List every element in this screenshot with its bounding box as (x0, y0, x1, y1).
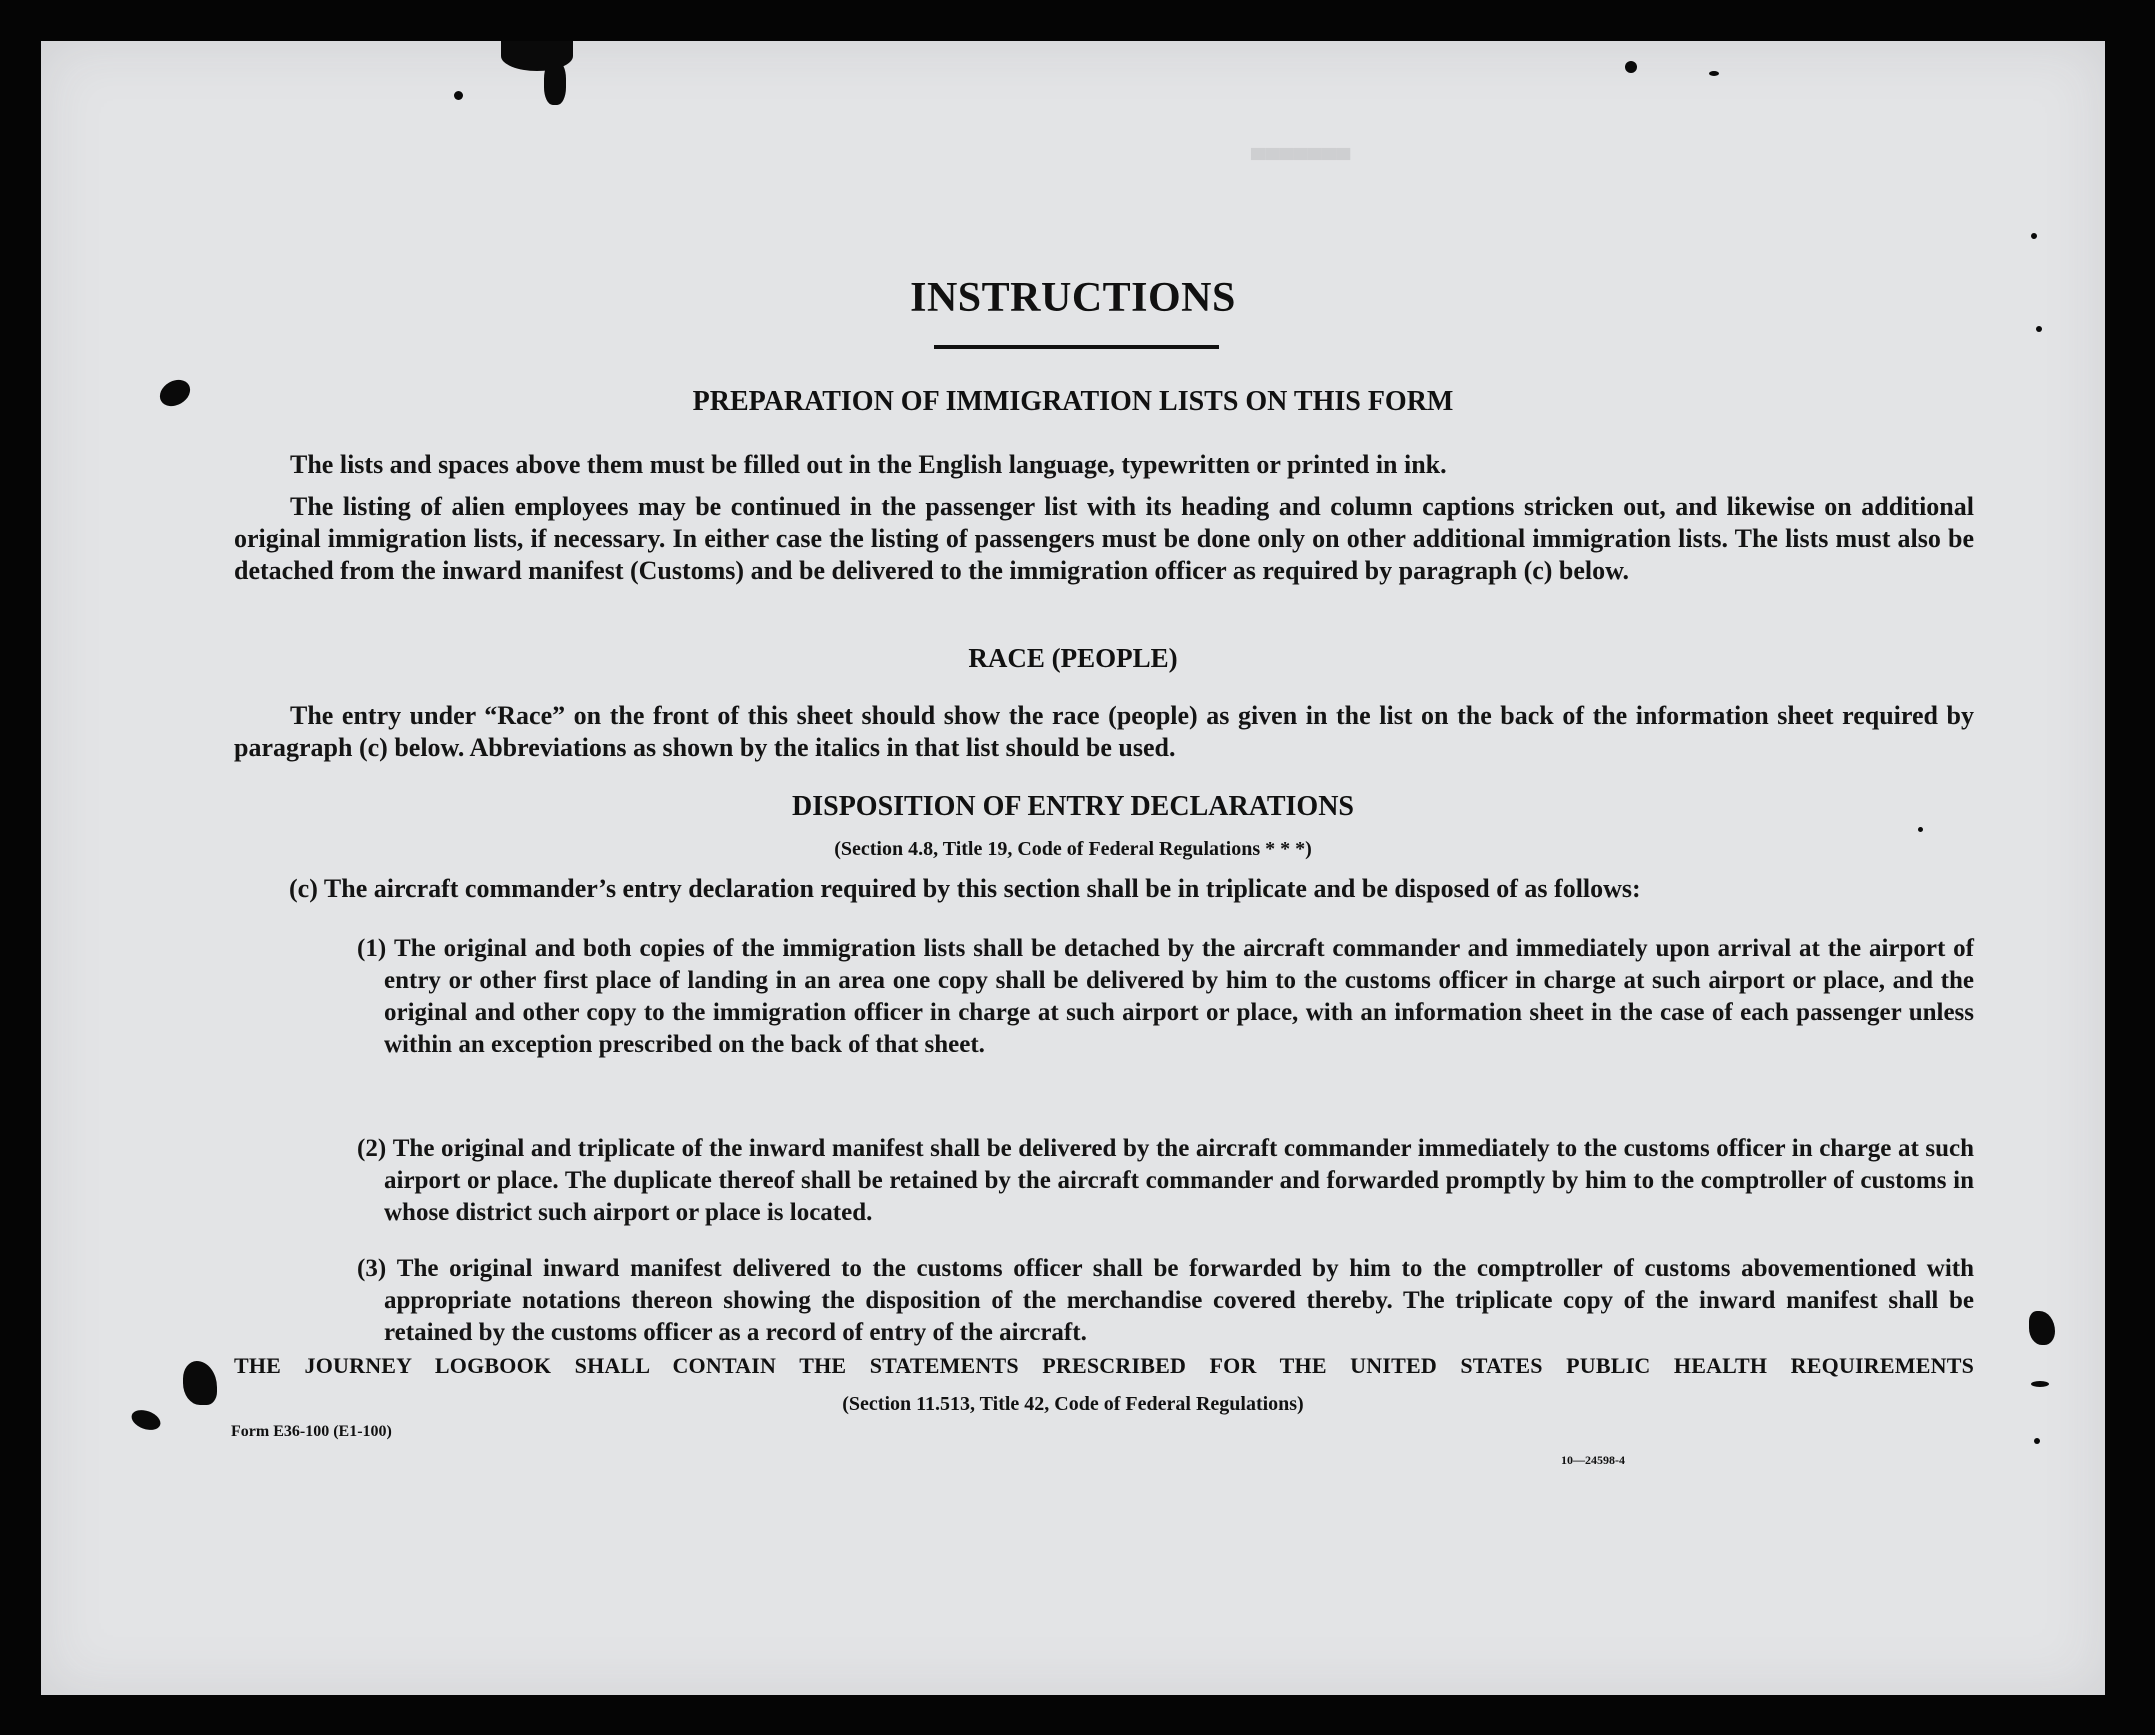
item-text: The original inward manifest delivered to the customs officer shall be forwarded by him to the comptroller of customs abovementioned with appropriate notations thereon showing the disposition of the merchandise covered thereby. The triplicate copy of the inward manifest shall be retained by the customs officer as a record of entry of the aircraft. (384, 1255, 1974, 1346)
race-heading: RACE (PEOPLE) (968, 643, 1178, 673)
item-number: (1) (357, 935, 387, 962)
ink-speck (2031, 1381, 2049, 1387)
ink-speck (1918, 827, 1923, 832)
ink-speck (2036, 326, 2042, 332)
item-text: The original and triplicate of the inward manifest shall be delivered by the aircraft commander immediately to the customs officer in charge at such airport or place. The duplicate thereof shall be retained by the aircraft commander and forwarded promptly by him to the comptroller of customs in whose district such airport or place is located. (384, 1135, 1975, 1226)
health-requirements-citation: (Section 11.513, Title 42, Code of Federal Regulations) (842, 1393, 1304, 1415)
ink-speck (2031, 233, 2037, 239)
ink-speck (454, 91, 463, 100)
disposition-item-1 (336, 933, 1974, 1061)
bleed-through-decoration: ▄▄▄▄▄▄▄ (1251, 137, 1351, 159)
ink-speck (2034, 1438, 2040, 1444)
title-underline (934, 345, 1219, 349)
race-paragraph: The entry under “Race” on the front of this sheet should show the race (people) as given in the list on the back of the information sheet required by paragraph (c) below. Abbreviations as shown by the italics in that list should be used. (234, 701, 1974, 762)
preparation-heading: PREPARATION OF IMMIGRATION LISTS ON THIS FORM (692, 386, 1454, 417)
disposition-item-2 (336, 1133, 1974, 1229)
preparation-paragraph-2: The listing of alien employees may be continued in the passenger list with its heading and column captions stricken out, and likewise on additional original immigration lists, if necessary. In either case the listing of passengers must be done only on other additional immigration lists. The lists must also be detached from the inward manifest (Customs) and be delivered to the immigration officer as required by paragraph (c) below. (234, 492, 1974, 585)
disposition-intro: (c) The aircraft commander’s entry declaration required by this section shall be in triplicate and be disposed of as follows: (289, 874, 1641, 903)
item-text: The original and both copies of the immigration lists shall be detached by the aircraft commander and immediately upon arrival at the airport of entry or other first place of landing in an area one copy shall be delivered by him to the customs officer in charge at such airport or place, and the original and other copy to the immigration officer in charge at such airport or place, with an information sheet in the case of each passenger unless within an exception prescribed on the back of that sheet. (384, 935, 1974, 1058)
disposition-citation: (Section 4.8, Title 19, Code of Federal Regulations * * *) (834, 838, 1312, 860)
print-code: 10—24598-4 (1561, 1453, 1625, 1467)
preparation-paragraph-1: The lists and spaces above them must be filled out in the English language, typewritten or printed in ink. (290, 450, 1447, 479)
item-number: (3) (357, 1255, 387, 1282)
form-number: Form E36-100 (E1-100) (231, 1423, 392, 1440)
ink-speck (1625, 61, 1637, 73)
item-number: (2) (357, 1135, 387, 1162)
ink-speck (1709, 71, 1719, 76)
disposition-heading: DISPOSITION OF ENTRY DECLARATIONS (792, 791, 1354, 822)
ink-blot (2029, 1311, 2055, 1345)
disposition-item-3 (336, 1253, 1974, 1349)
document-page (41, 41, 2105, 1695)
page-title: INSTRUCTIONS (910, 275, 1236, 321)
ink-blot (544, 61, 566, 105)
health-requirements-statement: THE JOURNEY LOGBOOK SHALL CONTAIN THE STATEMENTS PRESCRIBED FOR THE UNITED STATES PUBLIC HEALTH REQUIREMENTS (234, 1353, 1974, 1378)
